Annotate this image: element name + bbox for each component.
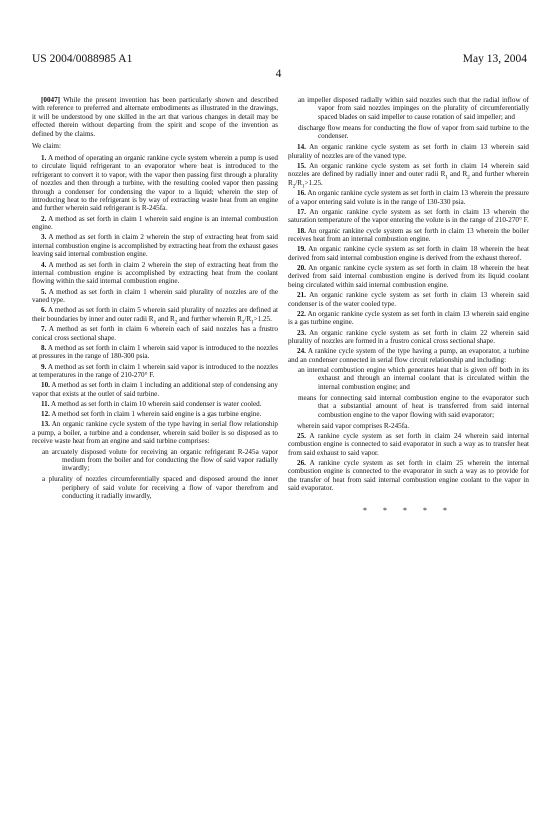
claim-element: an arcuately disposed volute for receiving an organic refrigerant R-245a vapor medium from the boiler and for conducting the flow of said vapor radially inwardly;: [42, 447, 278, 473]
claim: 20. An organic rankine cycle system as set forth in claim 18 wherein the heat derived from said internal combustion engine is derived from its liquid coolant being circulated within said internal combustion engine.: [288, 263, 529, 289]
claim: 5. A method as set forth in claim 1 wherein said plurality of nozzles are of the vaned type.: [32, 287, 278, 305]
claim: 6. A method as set forth in claim 5 wherein said plurality of nozzles are defined at their boundaries by inner and outer radii $R_1$ and $R_2$ and further wherein $R_2/R_1>1.25$.: [32, 306, 278, 326]
claim: 8. A method as set forth in claim 1 wherein said vapor is introduced to the nozzles at pressures in the range of 180-300 psia.: [32, 343, 278, 361]
claim-element: means for connecting said internal combustion engine to the evaporator such that a substantial amount of heat is transferred from said internal combustion engine to the vapor flowing with said evaporator;: [298, 393, 529, 419]
claim: 26. A rankine cycle system as set forth in claim 25 wherein the internal combustion engine is connected to the evaporator in such a way as to provide for the transfer of heat from said internal combustion engine coolant to the vapor in said evaporator.: [288, 459, 529, 493]
end-of-document-mark: * * * * *: [363, 505, 454, 515]
claim: 16. An organic rankine cycle system as set forth in claim 13 wherein the pressure of a vapor entering said volute is in the range of 130-330 psia.: [288, 189, 529, 206]
claim: 19. An organic rankine cycle system as set forth in claim 18 wherein the heat derived from said internal combustion engine is derived from the exhaust thereof.: [288, 245, 529, 262]
claim-element: discharge flow means for conducting the flow of vapor from said turbine to the condenser.: [298, 123, 529, 141]
claim: 17. An organic rankine cycle system as set forth in claim 13 wherein the saturation temperature of the vapor entering the volute is in the range of 210-270° F.: [288, 207, 529, 225]
claim: 18. An organic rankine cycle system as set forth in claim 13 wherein the boiler receives heat from an internal combustion engine.: [288, 226, 529, 243]
claim: 3. A method as set forth in claim 2 wherein the step of extracting heat from said internal combustion engine is accomplished by extracting heat from the exhaust gases leaving said internal combustion engine.: [32, 233, 278, 259]
claim: 23. An organic rankine cycle system as set forth in claim 22 wherein said plurality of nozzles are formed in a frustro conical cross sectional shape.: [288, 328, 529, 345]
claim: 4. A method as set forth in claim 2 wherein the step of extracting heat from the internal combustion engine is accomplished by extracting heat from the coolant flowing within the said internal combustion engine.: [32, 260, 278, 286]
claim-element: a plurality of nozzles circumferentially spaced and disposed around the inner periphery of said volute for receiving a flow of vapor therefrom and conducting it radially inwardly,: [42, 475, 278, 501]
description-paragraph: [0047] While the present invention has been particularly shown and described with reference to preferred and alternate embodiments as illustrated in the drawings, it will be understood by one skilled in the art that various changes in detail may be effected therein without departing from the spirit and scope of the invention as defined by the claims.: [32, 96, 278, 138]
claim: 2. A method as set forth in claim 1 wherein said engine is an internal combustion engine.: [32, 214, 278, 232]
claim-wherein-clause: wherein said vapor comprises R-245fa.: [297, 421, 410, 430]
publication-number: US 2004/0088985 A1: [32, 53, 133, 65]
claim: 9. A method as set forth in claim 1 wherein said vapor is introduced to the nozzles at temperatures in the range of 210-270° F.: [32, 362, 278, 379]
claim: 21. An organic rankine cycle system as set forth in claim 13 wherein said condenser is of the water cooled type.: [288, 291, 529, 308]
claim: 1. A method of operating an organic rankine cycle system wherein a pump is used to circulate liquid refrigerant to an evaporator where heat is introduced to the refrigerant to convert it to vapor, with the vapor then passing first through a plurality of nozzles and then through a turbine, with the resulting cooled vapor then passing through a condenser for condensing the vapor to a liquid; wherein the step of introducing heat to the refrigerant is by way of extracting waste heat from an engine and further wherein said refrigerant is R-245fa.: [32, 153, 278, 213]
claim: 15. An organic rankine cycle system as set forth in claim 14 wherein said nozzles are defined by radially inner and outer radii $R_1$ and $R_2$ and further wherein $R_2/R_1>1.25$.: [288, 161, 529, 190]
publication-date: May 13, 2004: [462, 53, 527, 65]
claim: 10. A method as set forth in claim 1 including an additional step of condensing any vapor that exists at the outlet of said turbine.: [32, 381, 278, 398]
claims-heading: We claim:: [32, 142, 61, 151]
claim: 11. A method as set forth in claim 10 wherein said condenser is water cooled.: [41, 399, 262, 408]
left-text-column: [32, 96, 278, 503]
claim: 24. A rankine cycle system of the type having a pump, an evaporator, a turbine and an condenser connected in serial flow circuit relationship and including:: [288, 347, 529, 364]
claim-element: an impeller disposed radially within said nozzles such that the radial inflow of vapor from said nozzles impinges on the plurality of circumferentially spaced blades on said impeller to cause rotation of said impeller; and: [298, 96, 529, 121]
page-number: 4: [275, 68, 282, 80]
claim: 7. A method as set forth in claim 6 wherein each of said nozzles has a frustro conical cross sectional shape.: [32, 325, 278, 342]
claim-element: an internal combustion engine which generates heat that is given off both in its exhaust and through an internal coolant that is circulated within the internal combustion engine; and: [298, 365, 529, 391]
claim: 13. An organic rankine cycle system of the type having in serial flow relationship a pump, a boiler, a turbine and a condenser, wherein said boiler is so disposed as to receive waste heat from an engine and said turbine comprises:: [32, 420, 278, 446]
claim: 22. An organic rankine cycle system as set forth in claim 13 wherein said engine is a gas turbine engine.: [288, 309, 529, 327]
claim: 14. An organic rankine cycle system as set forth in claim 13 wherein said plurality of nozzles are of the vaned type.: [288, 143, 529, 160]
claim: 25. A rankine cycle system as set forth in claim 24 wherein said internal combustion engine is connected to said evaporator in such a way as to transfer heat from said exhaust to said vapor.: [288, 431, 529, 457]
right-text-column: [288, 96, 529, 515]
claim: 12. A method set forth in claim 1 wherein said engine is a gas turbine engine.: [41, 410, 262, 419]
